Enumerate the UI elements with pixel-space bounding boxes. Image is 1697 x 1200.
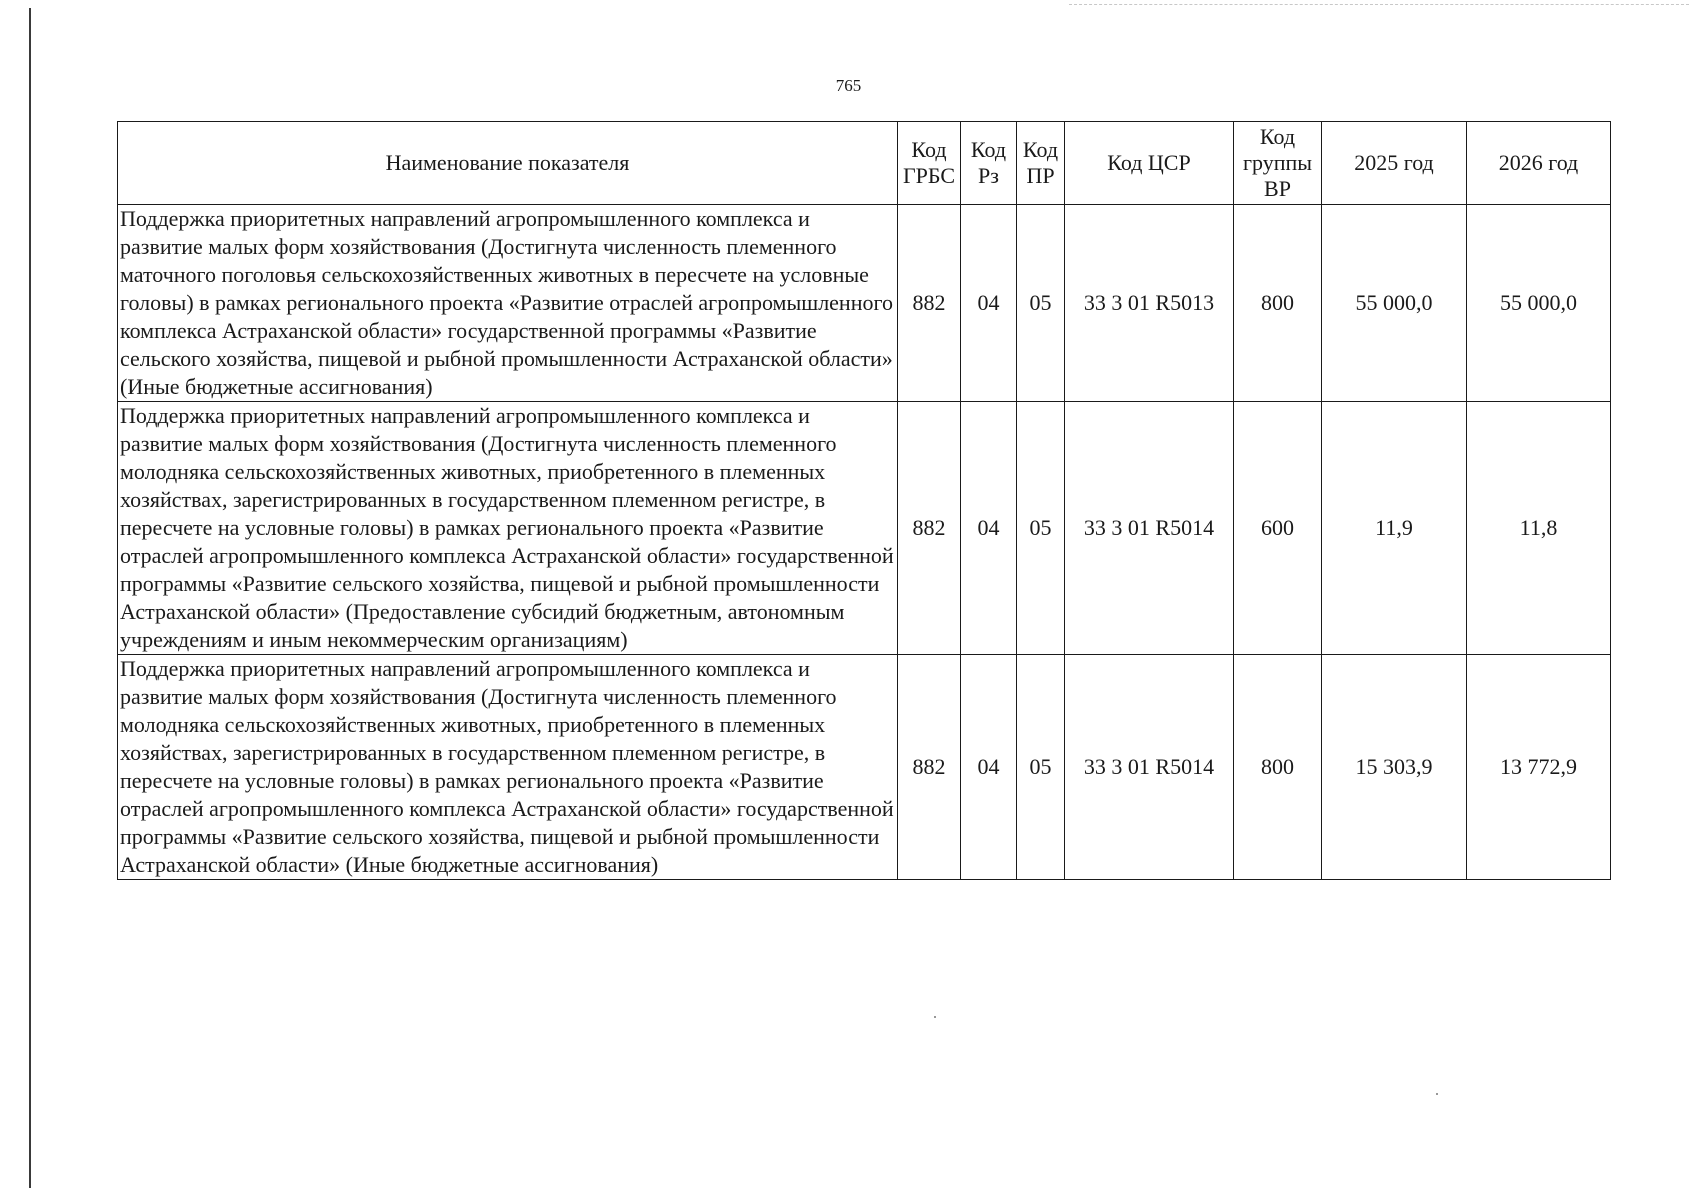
header-2026: 2026 год	[1467, 122, 1611, 205]
row-csr-cell: 33 3 01 R5013	[1065, 205, 1234, 402]
row-name-cell: Поддержка приоритетных направлений агропромышленного комплекса и развитие малых форм хозяйствования (Достигнута численность племенного молодняка сельскохозяйственных животных, приобретенного в племенных хозяйствах, зарегистрированных в государственном племенном регистре, в пересчете на условные головы) в рамках регионального проекта «Развитие отраслей агропромышленного комплекса Астраханской области» государственной программы «Развитие сельского хозяйства, пищевой и рыбной промышленности Астраханской области» (Предоставление субсидий бюджетным, автономным учреждениям и иным некоммерческим организациям)	[118, 402, 898, 655]
row-pr-cell: 05	[1017, 655, 1065, 880]
row-grbs-cell: 882	[898, 655, 961, 880]
row-2026-cell: 13 772,9	[1467, 655, 1611, 880]
row-2026-cell: 55 000,0	[1467, 205, 1611, 402]
header-rz: Код Рз	[961, 122, 1017, 205]
row-csr-cell: 33 3 01 R5014	[1065, 402, 1234, 655]
scan-left-edge-line	[29, 8, 31, 1188]
table-header-row	[118, 122, 1611, 205]
budget-table	[117, 121, 1611, 880]
row-name-cell: Поддержка приоритетных направлений агропромышленного комплекса и развитие малых форм хозяйствования (Достигнута численность племенного молодняка сельскохозяйственных животных, приобретенного в племенных хозяйствах, зарегистрированных в государственном племенном регистре, в пересчете на условные головы) в рамках регионального проекта «Развитие отраслей агропромышленного комплекса Астраханской области» государственной программы «Развитие сельского хозяйства, пищевой и рыбной промышленности Астраханской области» (Иные бюджетные ассигнования)	[118, 655, 898, 880]
row-grbs-cell: 882	[898, 402, 961, 655]
row-rz-cell: 04	[961, 655, 1017, 880]
row-vr-cell: 800	[1234, 655, 1322, 880]
row-2025-cell: 55 000,0	[1322, 205, 1467, 402]
header-csr: Код ЦСР	[1065, 122, 1234, 205]
row-csr-cell: 33 3 01 R5014	[1065, 655, 1234, 880]
row-pr-cell: 05	[1017, 205, 1065, 402]
row-vr-cell: 600	[1234, 402, 1322, 655]
row-2025-cell: 15 303,9	[1322, 655, 1467, 880]
table-row	[118, 655, 1611, 880]
row-2026-cell: 11,8	[1467, 402, 1611, 655]
row-rz-cell: 04	[961, 205, 1017, 402]
table-row	[118, 402, 1611, 655]
header-grbs: Код ГРБС	[898, 122, 961, 205]
row-vr-cell: 800	[1234, 205, 1322, 402]
header-pr: Код ПР	[1017, 122, 1065, 205]
page-number: 765	[835, 76, 862, 95]
row-name-cell: Поддержка приоритетных направлений агропромышленного комплекса и развитие малых форм хозяйствования (Достигнута численность племенного маточного поголовья сельскохозяйственных животных в пересчете на условные головы) в рамках регионального проекта «Развитие отраслей агропромышленного комплекса Астраханской области» государственной программы «Развитие сельского хозяйства, пищевой и рыбной промышленности Астраханской области» (Иные бюджетные ассигнования)	[118, 205, 898, 402]
scan-speck	[934, 1016, 936, 1018]
row-2025-cell: 11,9	[1322, 402, 1467, 655]
row-rz-cell: 04	[961, 402, 1017, 655]
scan-speck	[1436, 1093, 1438, 1095]
scan-top-edge-line	[1069, 4, 1689, 5]
row-grbs-cell: 882	[898, 205, 961, 402]
header-2025: 2025 год	[1322, 122, 1467, 205]
row-pr-cell: 05	[1017, 402, 1065, 655]
header-vr: Код группы ВР	[1234, 122, 1322, 205]
table-row	[118, 205, 1611, 402]
header-name: Наименование показателя	[118, 122, 898, 205]
